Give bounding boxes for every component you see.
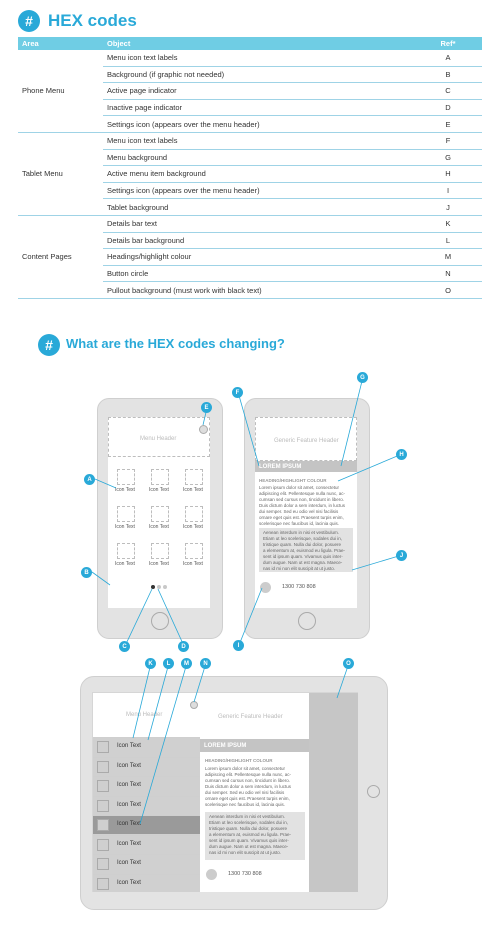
menu-item[interactable]: [93, 854, 200, 873]
table-cell-object: Menu icon text labels: [103, 50, 414, 66]
phone-home-button: [298, 612, 316, 630]
menu-item-icon: [97, 878, 109, 890]
table-cell-ref: G: [414, 149, 482, 166]
callout-g: G: [357, 372, 368, 383]
text-line: cumsan sed cursus non, tincidunt in libero.: [205, 778, 291, 783]
table-row: [18, 50, 482, 66]
text-line: nas id mi non elit suscipit at ut justo.: [209, 850, 282, 855]
table-cell-object: Inactive page indicator: [103, 99, 414, 116]
menu-icon-text: Icon Text: [183, 524, 203, 530]
active-page-indicator: [151, 585, 155, 589]
table-cell-ref: M: [414, 249, 482, 266]
table-cell-object: Details bar text: [103, 215, 414, 232]
table-cell-ref: H: [414, 166, 482, 183]
menu-icon-placeholder: [151, 506, 169, 522]
text-line: dum augue. Nam ut est magna. Maece-: [263, 560, 343, 565]
menu-icon-text: Icon Text: [149, 487, 169, 493]
section-title-changing: What are the HEX codes changing?: [66, 336, 285, 351]
table-cell-ref: O: [414, 282, 482, 299]
phone-number: 1300 730 808: [282, 584, 316, 590]
callout-e: E: [201, 402, 212, 413]
callout-i: I: [233, 640, 244, 651]
button-circle-icon: [260, 582, 271, 593]
menu-icon-text: Icon Text: [115, 561, 135, 567]
menu-item-label: Icon Text: [117, 860, 141, 866]
text-line: scelerisque nec faucibus id, lacinia quis.: [205, 802, 286, 807]
table-cell-object: Details bar background: [103, 232, 414, 249]
tablet-home-button: [367, 785, 380, 798]
callout-j: J: [396, 550, 407, 561]
text-line: ornare eget quis est. Praesent turpis enim,: [205, 796, 290, 801]
heading-highlight-text: HEADING/HIGHLIGHT COLOUR: [205, 758, 273, 763]
table-cell-object: Button circle: [103, 265, 414, 282]
menu-item-label: Icon Text: [117, 743, 141, 749]
menu-item-icon: [97, 839, 109, 851]
menu-item-label: Icon Text: [117, 879, 141, 886]
text-line: dum augue. Nam ut est magna. Maece-: [209, 844, 289, 849]
details-bar: LOREM IPSUM: [200, 739, 309, 752]
table-cell-area: Tablet Menu: [18, 132, 103, 215]
menu-item-label: Icon Text: [117, 801, 141, 808]
text-line: sent id ipsum quam. Vivamus quis inter-: [263, 554, 343, 559]
menu-header-text: Menu Header: [140, 436, 177, 442]
phone-home-button: [151, 612, 169, 630]
table-cell-ref: D: [414, 99, 482, 116]
callout-k: K: [145, 658, 156, 669]
menu-item[interactable]: [93, 757, 200, 776]
table-cell-object: Menu background: [103, 149, 414, 166]
text-line: Duis dictum dolor a sem interdum, in luctus: [259, 503, 346, 508]
button-circle-icon: [206, 869, 217, 880]
text-line: dui semper. Sed eu odio vel nisi facilisis: [259, 509, 339, 514]
callout-a: A: [84, 474, 95, 485]
text-line: Etiam ut leo scelerisque, sodales dui in,: [263, 536, 343, 541]
menu-item-label: Icon Text: [117, 762, 141, 769]
table-cell-object: Active menu item background: [103, 166, 414, 183]
menu-icon-text: Icon Text: [183, 561, 203, 567]
callout-h: H: [396, 449, 407, 460]
column-header-ref: Ref*: [414, 37, 482, 50]
text-line: nas id mi non elit suscipit at ut justo.: [263, 566, 336, 571]
menu-icon-placeholder: [117, 506, 135, 522]
text-line: Lorem ipsum dolor sit amet, consectetur: [259, 485, 340, 490]
text-line: tristique quam. Nulla dui dolor, posuere: [209, 826, 288, 831]
menu-icon-placeholder: [117, 543, 135, 559]
table-cell-ref: L: [414, 232, 482, 249]
text-line: adipiscing elit. Pellentesque nulla nunc, ac-: [259, 491, 346, 496]
callout-f: F: [232, 387, 243, 398]
text-line: adipiscing elit. Pellentesque nulla nunc, ac-: [205, 772, 292, 777]
menu-icon-placeholder: [151, 543, 169, 559]
menu-item-label: Icon Text: [117, 782, 141, 788]
menu-header-text: Menu Header: [126, 712, 163, 718]
text-line: Etiam ut leo scelerisque, sodales dui in,: [209, 820, 289, 825]
table-cell-ref: A: [414, 50, 482, 66]
table-cell-ref: B: [414, 66, 482, 83]
table-cell-ref: I: [414, 182, 482, 199]
text-line: a elementum at, euismod eu ligula. Prae-: [209, 832, 292, 837]
menu-item-icon: [97, 800, 109, 812]
feature-header-text: Generic Feature Header: [218, 714, 283, 720]
menu-icon-placeholder: [185, 469, 203, 485]
text-line: sent id ipsum quam. Vivamus quis inter-: [209, 838, 289, 843]
menu-icon-placeholder: [185, 506, 203, 522]
menu-item-label: Icon Text: [117, 821, 141, 827]
menu-item-icon: [97, 819, 109, 831]
feature-header-text: Generic Feature Header: [274, 438, 339, 444]
text-line: Lorem ipsum dolor sit amet, consectetur: [205, 766, 286, 771]
table-row: [18, 132, 482, 149]
table-cell-object: Active page indicator: [103, 83, 414, 100]
table-cell-object: Tablet background: [103, 199, 414, 216]
menu-icon-placeholder: [185, 543, 203, 559]
menu-icon-placeholder: [117, 469, 135, 485]
table-cell-object: Headings/highlight colour: [103, 249, 414, 266]
callout-o: O: [343, 658, 354, 669]
column-header-object: Object: [103, 37, 414, 50]
table-cell-ref: C: [414, 83, 482, 100]
text-line: tristique quam. Nulla dui dolor, posuere: [263, 542, 342, 547]
text-line: Aenean interdum in nisi et vestibulum.: [209, 814, 286, 819]
table-cell-area: Content Pages: [18, 215, 103, 298]
callout-b: B: [81, 567, 92, 578]
menu-item-icon: [97, 780, 109, 792]
callout-d: D: [178, 641, 189, 652]
callout-m: M: [181, 658, 192, 669]
heading-highlight-text: HEADING/HIGHLIGHT COLOUR: [259, 478, 327, 483]
text-line: a elementum at, euismod eu ligula. Prae-: [263, 548, 346, 553]
menu-item-icon: [97, 741, 109, 753]
table-cell-area: Phone Menu: [18, 50, 103, 132]
text-line: dui semper. Sed eu odio vel nisi facilisis: [205, 790, 285, 795]
callout-n: N: [200, 658, 211, 669]
table-cell-ref: F: [414, 132, 482, 149]
gear-icon: [190, 701, 198, 709]
text-line: scelerisque nec faucibus id, lacinia quis.: [259, 521, 340, 526]
menu-icon-text: Icon Text: [115, 524, 135, 530]
active-menu-item[interactable]: [93, 815, 200, 834]
phone-number: 1300 730 808: [228, 871, 262, 877]
body-text: [259, 485, 354, 527]
hash-icon: #: [38, 334, 60, 356]
menu-item[interactable]: [93, 776, 200, 795]
menu-icon-text: Icon Text: [149, 524, 169, 530]
menu-item[interactable]: [93, 737, 200, 756]
table-cell-ref: J: [414, 199, 482, 216]
inactive-page-indicator: [157, 585, 161, 589]
table-header-row: [18, 37, 482, 50]
text-line: Duis dictum dolor a sem interdum, in luctus: [205, 784, 292, 789]
table-cell-object: Menu icon text labels: [103, 132, 414, 149]
menu-item[interactable]: [93, 796, 200, 815]
menu-item[interactable]: [93, 835, 200, 854]
table-cell-ref: K: [414, 215, 482, 232]
body-text: [205, 766, 305, 808]
menu-icon-text: Icon Text: [149, 561, 169, 567]
menu-item-icon: [97, 858, 109, 870]
menu-icon-text: Icon Text: [115, 487, 135, 493]
details-bar: LOREM IPSUM: [255, 461, 357, 472]
text-line: Aenean interdum in nisi et vestibulum.: [263, 530, 340, 535]
callout-c: C: [119, 641, 130, 652]
text-line: ornare eget quis est. Praesent turpis enim,: [259, 515, 344, 520]
pullout-text: [209, 814, 305, 856]
callout-l: L: [163, 658, 174, 669]
section-title-hex-codes: HEX codes: [48, 11, 137, 30]
table-cell-object: Settings icon (appears over the menu header): [103, 182, 414, 199]
hex-codes-table: [18, 37, 482, 299]
inactive-page-indicator: [163, 585, 167, 589]
menu-icon-placeholder: [151, 469, 169, 485]
pullout-text: [263, 530, 353, 572]
menu-icon-text: Icon Text: [183, 487, 203, 493]
tablet-side-panel: [309, 693, 358, 892]
table-cell-object: Background (if graphic not needed): [103, 66, 414, 83]
column-header-area: Area: [18, 37, 103, 50]
text-line: cumsan sed cursus non, tincidunt in libero.: [259, 497, 345, 502]
menu-item-label: Icon Text: [117, 840, 141, 847]
table-cell-object: Settings icon (appears over the menu header): [103, 116, 414, 133]
table-row: [18, 215, 482, 232]
table-cell-ref: E: [414, 116, 482, 133]
gear-icon: [199, 425, 208, 434]
menu-item[interactable]: [93, 874, 200, 893]
hash-icon: #: [18, 10, 40, 32]
menu-item-icon: [97, 761, 109, 773]
table-cell-object: Pullout background (must work with black text): [103, 282, 414, 299]
table-cell-ref: N: [414, 265, 482, 282]
